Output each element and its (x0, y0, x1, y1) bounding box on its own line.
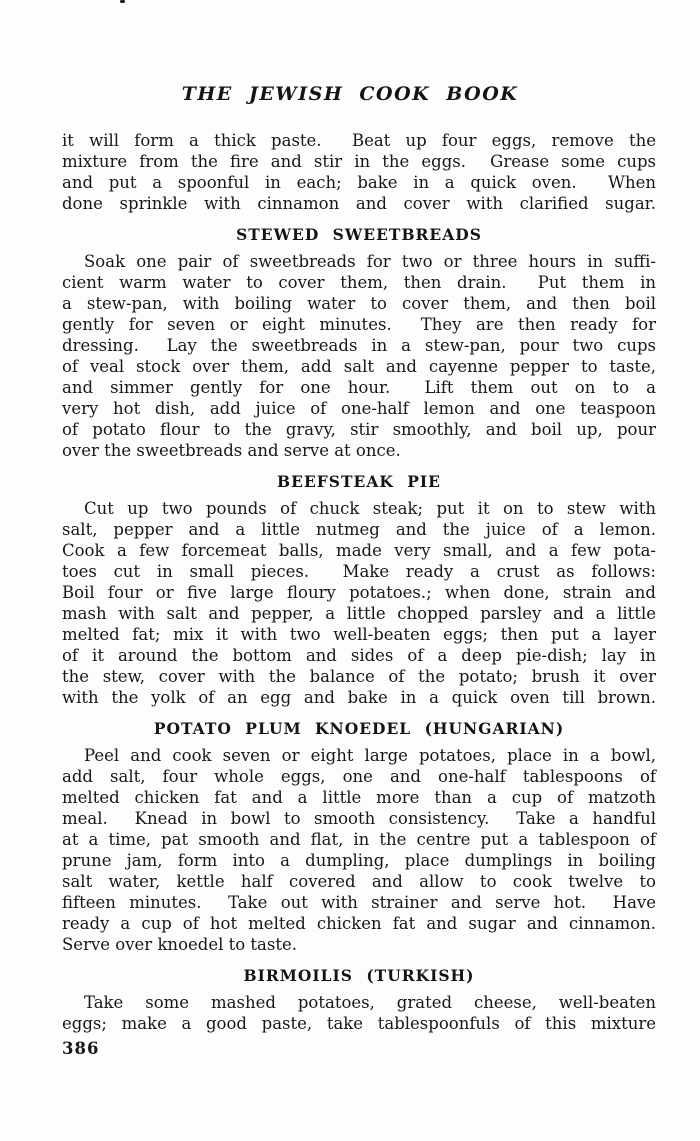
text-line: melted chicken fat and a little more than a cup of matzoth (62, 788, 656, 807)
text-line: Boil four or five large floury potatoes.; when done, strain and (62, 583, 656, 602)
recipe-paragraph (62, 251, 656, 461)
text-line: of veal stock over them, add salt and cayenne pepper to taste, (62, 357, 656, 376)
recipe-paragraph (62, 498, 656, 708)
text-line: done sprinkle with cinnamon and cover with clarified sugar. (62, 194, 656, 213)
text-line: add salt, four whole eggs, one and one-half tablespoons of (62, 767, 656, 786)
text-line: fifteen minutes. Take out with strainer and serve hot. Have (62, 893, 656, 912)
text-line: melted fat; mix it with two well-beaten eggs; then put a layer (62, 625, 656, 644)
text-line: of it around the bottom and sides of a deep pie-dish; lay in (62, 646, 656, 665)
text-line: Serve over knoedel to taste. (62, 935, 297, 954)
text-line: Take some mashed potatoes, grated cheese, well-beaten (84, 993, 656, 1012)
scan-speck (120, 0, 125, 3)
recipe-paragraph (62, 130, 656, 214)
text-line: eggs; make a good paste, take tablespoonfuls of this mixture (62, 1014, 656, 1033)
text-line: cient warm water to cover them, then drain. Put them in (62, 273, 656, 292)
text-line: salt water, kettle half covered and allow to cook twelve to (62, 872, 656, 891)
text-line: with the yolk of an egg and bake in a quick oven till brown. (62, 688, 656, 707)
text-line: over the sweetbreads and serve at once. (62, 441, 401, 460)
text-line: very hot dish, add juice of one-half lemon and one teaspoon (62, 399, 656, 418)
running-header: THE JEWISH COOK BOOK (181, 83, 519, 105)
section-heading: BIRMOILIS (TURKISH) (243, 966, 475, 985)
text-line: Cook a few forcemeat balls, made very small, and a few pota- (62, 541, 656, 560)
recipe-paragraph (62, 992, 656, 1034)
text-line: salt, pepper and a little nutmeg and the juice of a lemon. (62, 520, 656, 539)
text-line: ready a cup of hot melted chicken fat and sugar and cinnamon. (62, 914, 656, 933)
text-line: a stew-pan, with boiling water to cover them, and then boil (62, 294, 656, 313)
section-heading: STEWED SWEETBREADS (236, 225, 482, 244)
page-content (62, 130, 656, 1059)
text-line: prune jam, form into a dumpling, place dumplings in boiling (62, 851, 656, 870)
text-line: mash with salt and pepper, a little chopped parsley and a little (62, 604, 656, 623)
text-line: Cut up two pounds of chuck steak; put it on to stew with (84, 499, 656, 518)
text-line: the stew, cover with the balance of the potato; brush it over (62, 667, 656, 686)
text-line: meal. Knead in bowl to smooth consistency. Take a handful (62, 809, 656, 828)
text-line: at a time, pat smooth and flat, in the centre put a tablespoon of (62, 830, 656, 849)
recipe-sections (62, 130, 656, 1034)
text-line: Peel and cook seven or eight large potatoes, place in a bowl, (84, 746, 656, 765)
text-line: dressing. Lay the sweetbreads in a stew-pan, pour two cups (62, 336, 656, 355)
recipe-paragraph (62, 745, 656, 955)
text-line: of potato flour to the gravy, stir smoothly, and boil up, pour (62, 420, 656, 439)
text-line: Soak one pair of sweetbreads for two or three hours in suffi- (84, 252, 656, 271)
text-line: and put a spoonful in each; bake in a quick oven. When (62, 173, 656, 192)
section-heading: BEEFSTEAK PIE (277, 472, 441, 491)
page-number: 386 (62, 1039, 100, 1058)
text-line: gently for seven or eight minutes. They are then ready for (62, 315, 656, 334)
text-line: toes cut in small pieces. Make ready a crust as follows: (62, 562, 656, 581)
section-heading: POTATO PLUM KNOEDEL (HUNGARIAN) (153, 719, 565, 738)
text-line: mixture from the fire and stir in the eggs. Grease some cups (62, 152, 656, 171)
text-line: it will form a thick paste. Beat up four eggs, remove the (62, 131, 656, 150)
text-line: and simmer gently for one hour. Lift them out on to a (62, 378, 656, 397)
